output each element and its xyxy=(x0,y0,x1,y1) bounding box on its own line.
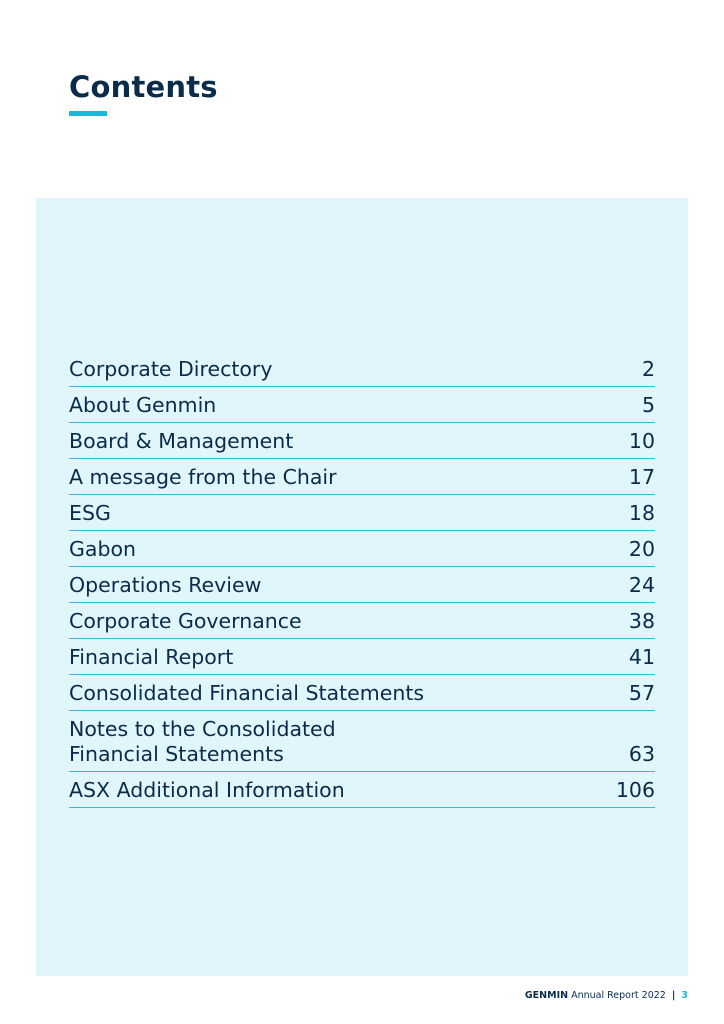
toc-item-page: 106 xyxy=(615,778,655,802)
toc-item-label: Notes to the Consolidated Financial Statements xyxy=(69,717,336,766)
footer-brand: GENMIN xyxy=(524,990,569,1001)
title-underline xyxy=(69,111,107,116)
toc-item-asx-additional-information[interactable] xyxy=(69,773,655,808)
toc-item-corporate-directory[interactable] xyxy=(69,352,655,387)
toc-item-page: 41 xyxy=(628,645,655,669)
toc-item-label: Operations Review xyxy=(69,573,262,597)
toc-item-about-genmin[interactable] xyxy=(69,388,655,423)
toc-item-page: 63 xyxy=(628,742,655,766)
toc-item-gabon[interactable] xyxy=(69,532,655,567)
footer-separator: | xyxy=(671,990,676,1001)
toc-item-page: 5 xyxy=(641,393,655,417)
toc-item-page: 10 xyxy=(628,429,655,453)
footer-report-title: Annual Report 2022 xyxy=(571,990,666,1001)
toc-item-page: 17 xyxy=(628,465,655,489)
toc-item-board-management[interactable] xyxy=(69,424,655,459)
toc-item-label: ESG xyxy=(69,501,111,525)
toc-item-page: 24 xyxy=(628,573,655,597)
toc-item-page: 18 xyxy=(628,501,655,525)
toc-item-financial-report[interactable] xyxy=(69,640,655,675)
toc-item-label: Corporate Governance xyxy=(69,609,302,633)
toc-item-label: Board & Management xyxy=(69,429,294,453)
toc-item-label: Consolidated Financial Statements xyxy=(69,681,425,705)
toc-item-notes-to-statements[interactable] xyxy=(69,712,655,772)
toc-item-operations-review[interactable] xyxy=(69,568,655,603)
toc-item-label: About Genmin xyxy=(69,393,217,417)
page-title: Contents xyxy=(69,70,218,104)
toc-item-message-from-chair[interactable] xyxy=(69,460,655,495)
toc-item-page: 2 xyxy=(641,357,655,381)
toc-item-page: 20 xyxy=(628,537,655,561)
toc-item-esg[interactable] xyxy=(69,496,655,531)
footer-page-number: 3 xyxy=(681,990,688,1001)
toc-item-label: Corporate Directory xyxy=(69,357,273,381)
toc-item-page: 57 xyxy=(628,681,655,705)
toc-item-label: A message from the Chair xyxy=(69,465,337,489)
toc-item-corporate-governance[interactable] xyxy=(69,604,655,639)
toc-item-label: ASX Additional Information xyxy=(69,778,345,802)
toc-item-label: Financial Report xyxy=(69,645,234,669)
toc-item-page: 38 xyxy=(628,609,655,633)
toc-item-consolidated-financial-statements[interactable] xyxy=(69,676,655,711)
toc-item-label: Gabon xyxy=(69,537,136,561)
page-footer xyxy=(525,990,688,1001)
table-of-contents xyxy=(69,351,655,808)
